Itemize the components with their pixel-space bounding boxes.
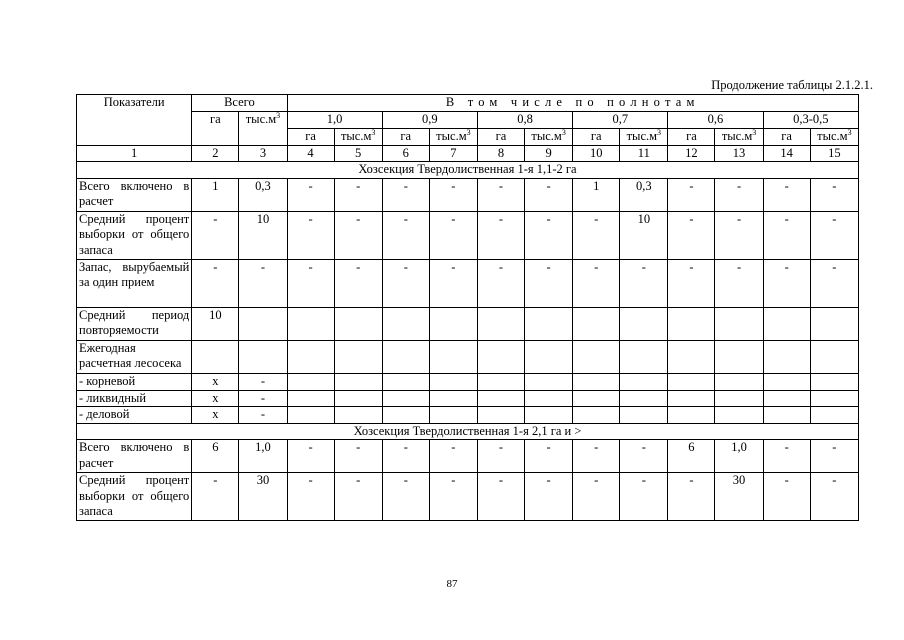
table-cell: 30 <box>715 473 763 521</box>
column-number: 3 <box>239 145 287 162</box>
table-cell <box>620 307 668 340</box>
table-cell <box>239 307 287 340</box>
table-cell <box>334 340 382 373</box>
row-label: - корневой <box>77 373 192 390</box>
table-cell <box>810 373 858 390</box>
table-cell <box>382 407 429 424</box>
column-number: 6 <box>382 145 429 162</box>
table-cell: - <box>429 440 477 473</box>
table-cell: - <box>573 211 620 259</box>
table-row <box>77 390 859 407</box>
table-cell: - <box>763 473 810 521</box>
table-cell: 10 <box>620 211 668 259</box>
column-number: 15 <box>810 145 858 162</box>
table-cell: - <box>763 178 810 211</box>
table-cell <box>620 373 668 390</box>
table-cell <box>477 307 524 340</box>
table-cell <box>192 340 239 373</box>
table-cell <box>525 407 573 424</box>
header-total-volume: $тыс.м^3$ <box>239 111 287 145</box>
table-cell: 1,0 <box>715 440 763 473</box>
header-ha: га <box>477 128 524 145</box>
header-ha: га <box>287 128 334 145</box>
table-cell: - <box>620 440 668 473</box>
header-volume: $тыс.м^3$ <box>810 128 858 145</box>
table-cell <box>668 407 715 424</box>
table-cell <box>477 390 524 407</box>
section-title: Хозсекция Твердолиственная 1-я 1,1-2 га <box>77 162 859 179</box>
table-cell: - <box>334 473 382 521</box>
table-cell: - <box>239 390 287 407</box>
table-cell: - <box>668 211 715 259</box>
header-density: 0,8 <box>477 111 572 128</box>
table-row <box>77 307 859 340</box>
row-label: - деловой <box>77 407 192 424</box>
row-label: - ликвидный <box>77 390 192 407</box>
table-cell: 10 <box>239 211 287 259</box>
table-cell <box>573 373 620 390</box>
table-cell: - <box>287 211 334 259</box>
header-total-ha: га <box>192 111 239 145</box>
table-cell <box>763 340 810 373</box>
table-cell <box>573 407 620 424</box>
table-cell: x <box>192 390 239 407</box>
table-cell: - <box>382 178 429 211</box>
table-cell <box>763 373 810 390</box>
table-cell <box>715 340 763 373</box>
table-cell: - <box>429 178 477 211</box>
table-cell: - <box>763 259 810 307</box>
table-cell: - <box>573 259 620 307</box>
header-indicators: Показатели <box>77 95 192 146</box>
table-cell <box>287 373 334 390</box>
table-cell: - <box>334 259 382 307</box>
row-label: Всего включено в расчет <box>77 178 192 211</box>
column-number: 11 <box>620 145 668 162</box>
table-cell: - <box>525 259 573 307</box>
table-cell <box>429 407 477 424</box>
table-cell <box>429 373 477 390</box>
table-cell <box>334 373 382 390</box>
table-cell <box>477 340 524 373</box>
table-cell <box>810 340 858 373</box>
table-cell <box>763 407 810 424</box>
table-cell: 1 <box>573 178 620 211</box>
table-cell <box>382 373 429 390</box>
table-cell: - <box>715 211 763 259</box>
table-cell: - <box>668 178 715 211</box>
header-density: 0,3-0,5 <box>763 111 858 128</box>
table-cell: 6 <box>668 440 715 473</box>
table-row <box>77 440 859 473</box>
table-body <box>77 162 859 521</box>
table-cell: - <box>382 440 429 473</box>
column-number: 14 <box>763 145 810 162</box>
table-cell <box>573 390 620 407</box>
table-cell: - <box>239 373 287 390</box>
table-cell <box>334 407 382 424</box>
table-cell <box>477 407 524 424</box>
table-cell <box>620 390 668 407</box>
table-cell <box>287 407 334 424</box>
table-cell: - <box>382 473 429 521</box>
table-cell: - <box>573 473 620 521</box>
table-cell <box>810 390 858 407</box>
header-density: 1,0 <box>287 111 382 128</box>
table-cell: 6 <box>192 440 239 473</box>
table-cell: - <box>525 473 573 521</box>
table-cell <box>239 340 287 373</box>
table-cell <box>668 340 715 373</box>
table-cell <box>429 307 477 340</box>
table-cell: - <box>477 473 524 521</box>
table-cell: - <box>429 473 477 521</box>
table-cell: 0,3 <box>620 178 668 211</box>
table-cell <box>668 307 715 340</box>
table-cell <box>715 373 763 390</box>
table-cell: - <box>810 178 858 211</box>
table-cell <box>287 390 334 407</box>
table-cell: - <box>477 259 524 307</box>
table-cell: - <box>715 259 763 307</box>
table-cell: - <box>429 211 477 259</box>
header-ha: га <box>668 128 715 145</box>
column-number: 2 <box>192 145 239 162</box>
table-cell: - <box>239 259 287 307</box>
table-cell: - <box>192 259 239 307</box>
table-cell <box>620 407 668 424</box>
table-cell: - <box>810 440 858 473</box>
table-cell: - <box>668 473 715 521</box>
table-cell: - <box>668 259 715 307</box>
table-cell <box>525 307 573 340</box>
column-number: 4 <box>287 145 334 162</box>
table-cell: - <box>810 259 858 307</box>
table-cell: - <box>620 473 668 521</box>
table-cell: - <box>287 473 334 521</box>
table-cell: - <box>192 473 239 521</box>
header-total: Всего <box>192 95 287 112</box>
table-cell: - <box>763 211 810 259</box>
column-number: 5 <box>334 145 382 162</box>
row-label: Запас, вырубаемый за один прием <box>77 259 192 307</box>
table-row <box>77 373 859 390</box>
header-ha: га <box>573 128 620 145</box>
page-number: 87 <box>446 578 458 590</box>
table-cell: - <box>287 440 334 473</box>
table-cell <box>287 307 334 340</box>
table-cell <box>525 390 573 407</box>
column-number: 10 <box>573 145 620 162</box>
section-title: Хозсекция Твердолиственная 1-я 2,1 га и > <box>77 423 859 440</box>
table-cell <box>668 390 715 407</box>
table-cell: - <box>287 259 334 307</box>
table-cell: - <box>525 211 573 259</box>
section-row <box>77 423 859 440</box>
table-cell: - <box>429 259 477 307</box>
header-volume: $тыс.м^3$ <box>525 128 573 145</box>
table-cell <box>715 390 763 407</box>
header-density: 0,6 <box>668 111 763 128</box>
table-row <box>77 259 859 307</box>
table-cell <box>287 340 334 373</box>
table-cell <box>573 307 620 340</box>
table-cell <box>573 340 620 373</box>
table-cell: - <box>192 211 239 259</box>
table-cell <box>810 307 858 340</box>
table-cell <box>525 340 573 373</box>
table-cell <box>477 373 524 390</box>
row-label: Средний период повторяемости <box>77 307 192 340</box>
table-cell: 0,3 <box>239 178 287 211</box>
table-cell: - <box>477 211 524 259</box>
table-cell: x <box>192 373 239 390</box>
table-cell: - <box>620 259 668 307</box>
table-cell: 1,0 <box>239 440 287 473</box>
table-row <box>77 473 859 521</box>
row-label: Средний процент выборки от общего запаса <box>77 211 192 259</box>
column-number: 9 <box>525 145 573 162</box>
section-row <box>77 162 859 179</box>
table-cell: - <box>477 178 524 211</box>
column-number: 13 <box>715 145 763 162</box>
table-cell <box>382 390 429 407</box>
column-number: 7 <box>429 145 477 162</box>
table-cell: - <box>287 178 334 211</box>
table-cell <box>715 307 763 340</box>
header-volume: $тыс.м^3$ <box>429 128 477 145</box>
table-row <box>77 407 859 424</box>
header-density: 0,7 <box>573 111 668 128</box>
table-cell: 10 <box>192 307 239 340</box>
table-cell: 30 <box>239 473 287 521</box>
header-volume: $тыс.м^3$ <box>620 128 668 145</box>
table-row <box>77 211 859 259</box>
header-density: 0,9 <box>382 111 477 128</box>
table-row <box>77 178 859 211</box>
table-cell: 1 <box>192 178 239 211</box>
table-cell: - <box>477 440 524 473</box>
column-number: 12 <box>668 145 715 162</box>
table-cell <box>429 340 477 373</box>
column-number: 8 <box>477 145 524 162</box>
table-row <box>77 340 859 373</box>
table-cell: - <box>763 440 810 473</box>
table-cell: - <box>239 407 287 424</box>
header-ha: га <box>763 128 810 145</box>
table-cell <box>715 407 763 424</box>
table-cell: - <box>525 440 573 473</box>
table-cell: - <box>382 211 429 259</box>
table-cell: - <box>334 178 382 211</box>
table-cell: - <box>810 211 858 259</box>
table-cell <box>525 373 573 390</box>
table-cell: - <box>810 473 858 521</box>
table-cell: - <box>334 211 382 259</box>
table-cell <box>334 390 382 407</box>
table-cell: - <box>334 440 382 473</box>
header-volume: $тыс.м^3$ <box>334 128 382 145</box>
table-cell <box>763 390 810 407</box>
header-ha: га <box>382 128 429 145</box>
table-cell <box>382 307 429 340</box>
table-cell: x <box>192 407 239 424</box>
table-caption: Продолжение таблицы 2.1.2.1. <box>711 78 873 92</box>
column-number-row <box>77 145 859 162</box>
table-cell: - <box>525 178 573 211</box>
table-cell <box>334 307 382 340</box>
table-cell <box>763 307 810 340</box>
table-cell <box>620 340 668 373</box>
table-cell: - <box>382 259 429 307</box>
table-cell <box>429 390 477 407</box>
table-cell: - <box>715 178 763 211</box>
data-table <box>76 94 859 521</box>
row-label: Средний процент выборки от общего запаса <box>77 473 192 521</box>
table-cell <box>668 373 715 390</box>
table-cell: - <box>573 440 620 473</box>
column-number: 1 <box>77 145 192 162</box>
table-cell <box>382 340 429 373</box>
row-label: Всего включено в расчет <box>77 440 192 473</box>
header-in-number: В том числе по полнотам <box>287 95 859 112</box>
row-label: Ежегодная расчетная лесосека <box>77 340 192 373</box>
header-volume: $тыс.м^3$ <box>715 128 763 145</box>
table-cell <box>810 407 858 424</box>
